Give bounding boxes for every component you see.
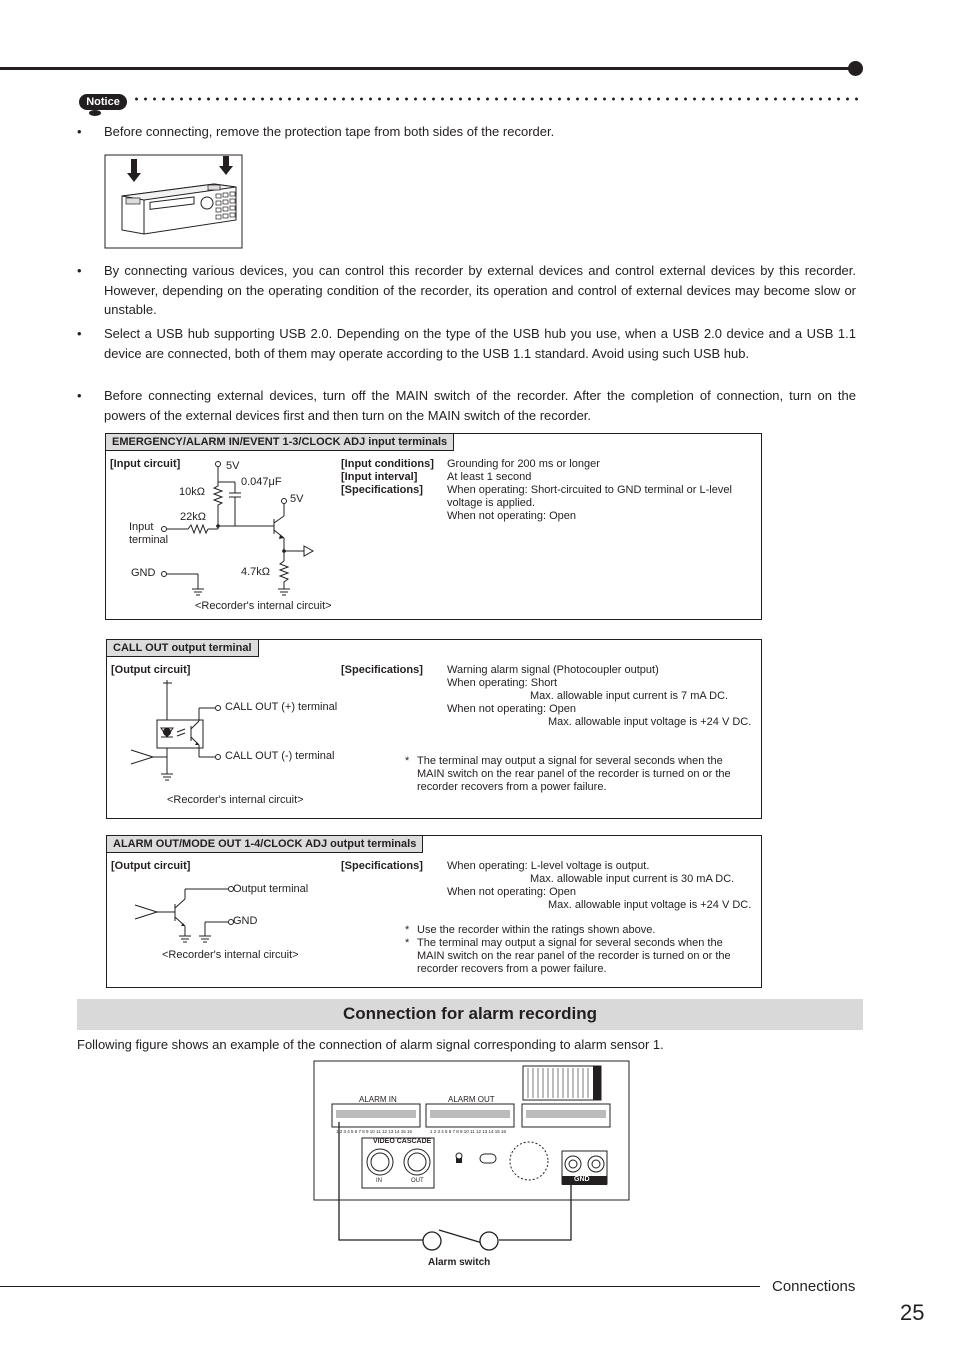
spec-line: When not operating: Open (447, 886, 577, 898)
spec-value: When not operating: Open (447, 510, 577, 522)
bullet-item (77, 324, 856, 363)
spec-value: When operating: Short-circuited to GND terminal or L-level (447, 484, 732, 496)
spec-label-conditions: [Input conditions] (341, 458, 434, 470)
spec-line: Warning alarm signal (Photocoupler output) (447, 664, 659, 676)
note-mark: * (405, 924, 410, 936)
rear-panel-diagram (313, 1060, 633, 1260)
section-title: Connection for alarm recording (342, 1004, 598, 1023)
page-number: 25 (900, 1300, 925, 1325)
notice-dotted-rule (132, 96, 864, 102)
alarm-out-circuit-diagram (107, 836, 347, 987)
box-title: EMERGENCY/ALARM IN/EVENT 1-3/CLOCK ADJ input terminals (106, 434, 454, 451)
recorder-illustration (104, 154, 244, 250)
resistor-22k-label: 22kΩ (180, 511, 206, 523)
alarm-in-pin-numbers: 1 2 3 4 5 6 7 8 9 10 11 12 13 14 15 16 (336, 1129, 412, 1134)
spec-label: [Specifications] (341, 664, 423, 676)
footer-rule (0, 1286, 760, 1287)
spec-label-interval: [Input interval] (341, 471, 418, 483)
bullet-mark: • (77, 326, 82, 341)
footer-section-name: Connections (772, 1278, 856, 1295)
resistor-4k7-label: 4.7kΩ (241, 566, 271, 578)
note-mark: * (405, 755, 410, 767)
spec-line: Max. allowable input current is 7 mA DC. (530, 690, 729, 702)
video-cascade-label: VIDEO CASCADE (373, 1138, 432, 1145)
note-mark: * (405, 937, 410, 949)
box-title: ALARM OUT/MODE OUT 1-4/CLOCK ADJ output terminals (107, 836, 423, 853)
bullet-mark: • (77, 388, 82, 403)
notice-badge-tail (89, 110, 101, 116)
alarm-out-pin-numbers: 1 2 3 4 5 6 7 8 9 10 11 12 13 14 15 16 (430, 1129, 506, 1134)
header-rule (0, 67, 850, 70)
video-out-label: OUT (411, 1178, 424, 1184)
input-terminals-box (105, 433, 762, 620)
spec-value: voltage is applied. (447, 497, 536, 509)
input-terminal-label: Input terminal (129, 521, 169, 546)
note-text: The terminal may output a signal for several seconds when the MAIN switch on the rear panel of the recorder is turned on or the recorder recovers from a power failure. (417, 937, 731, 975)
resistor-10k-label: 10kΩ (179, 486, 205, 498)
bullet-text: Select a USB hub supporting USB 2.0. Depending on the type of the USB hub you use, when a USB 2.0 device and a USB 1.1 device are connected, both of them may operate according to the USB 1.1 standard. Avoid using such USB hub. (104, 326, 856, 361)
voltage-5v-label: 5V (226, 460, 240, 472)
spec-value: Grounding for 200 ms or longer (447, 458, 600, 470)
call-out-terminal-box (106, 639, 762, 819)
alarm-out-terminals-box (106, 835, 762, 988)
spec-line: When operating: Short (447, 677, 558, 689)
note-text: Use the recorder within the ratings shown above. (417, 924, 656, 936)
spec-label: [Specifications] (341, 860, 423, 872)
output-terminal-label: Output terminal (233, 883, 309, 895)
capacitor-label: 0.047μF (241, 476, 282, 488)
alarm-switch-label: Alarm switch (428, 1257, 491, 1268)
section-intro: Following figure shows an example of the connection of alarm signal corresponding to alarm sensor 1. (77, 1037, 664, 1052)
output-circuit-label: [Output circuit] (111, 664, 191, 676)
video-in-label: IN (376, 1178, 382, 1184)
bullet-item (77, 261, 856, 320)
call-out-plus-label: CALL OUT (+) terminal (225, 701, 338, 713)
bullet-mark: • (77, 124, 82, 139)
spec-line: When not operating: Open (447, 703, 577, 715)
internal-circuit-caption: <Recorder's internal circuit> (162, 949, 299, 961)
bullet-text: Before connecting, remove the protection tape from both sides of the recorder. (104, 124, 555, 139)
alarm-out-label: ALARM OUT (448, 1095, 495, 1104)
internal-circuit-caption: <Recorder's internal circuit> (167, 794, 304, 806)
gnd-label: GND (131, 567, 156, 579)
alarm-in-label: ALARM IN (359, 1095, 397, 1104)
bullet-item (77, 386, 856, 425)
spec-line: Max. allowable input voltage is +24 V DC. (548, 716, 752, 728)
input-circuit-label: [Input circuit] (110, 458, 181, 470)
gnd-terminal-label: GND (574, 1176, 590, 1183)
spec-line: Max. allowable input voltage is +24 V DC. (548, 899, 752, 911)
note-text: The terminal may output a signal for several seconds when the MAIN switch on the rear panel of the recorder is turned on or the recorder recovers from a power failure. (417, 755, 731, 793)
output-circuit-label: [Output circuit] (111, 860, 191, 872)
bullet-text: By connecting various devices, you can control this recorder by external devices and control external devices by this recorder. However, depending on the operating condition of the recorder, its operation and control of external devices may become slow or unstable. (104, 263, 856, 317)
notice-badge: Notice (79, 94, 127, 110)
spec-line: When operating: L-level voltage is output. (447, 860, 650, 872)
box-title: CALL OUT output terminal (107, 640, 259, 657)
gnd-label: GND (233, 915, 258, 927)
spec-value: At least 1 second (447, 471, 532, 483)
spec-label-specifications: [Specifications] (341, 484, 423, 496)
header-rule-dot (848, 61, 863, 76)
internal-circuit-caption: <Recorder's internal circuit> (195, 600, 332, 612)
voltage-5v-label-2: 5V (290, 493, 304, 505)
bullet-mark: • (77, 263, 82, 278)
spec-line: Max. allowable input current is 30 mA DC. (530, 873, 735, 885)
call-out-minus-label: CALL OUT (-) terminal (225, 750, 335, 762)
bullet-item (77, 122, 856, 142)
bullet-text: Before connecting external devices, turn off the MAIN switch of the recorder. After the completion of connection, turn on the powers of the external devices first and then turn on the MAIN switch of the recorder. (104, 388, 856, 423)
